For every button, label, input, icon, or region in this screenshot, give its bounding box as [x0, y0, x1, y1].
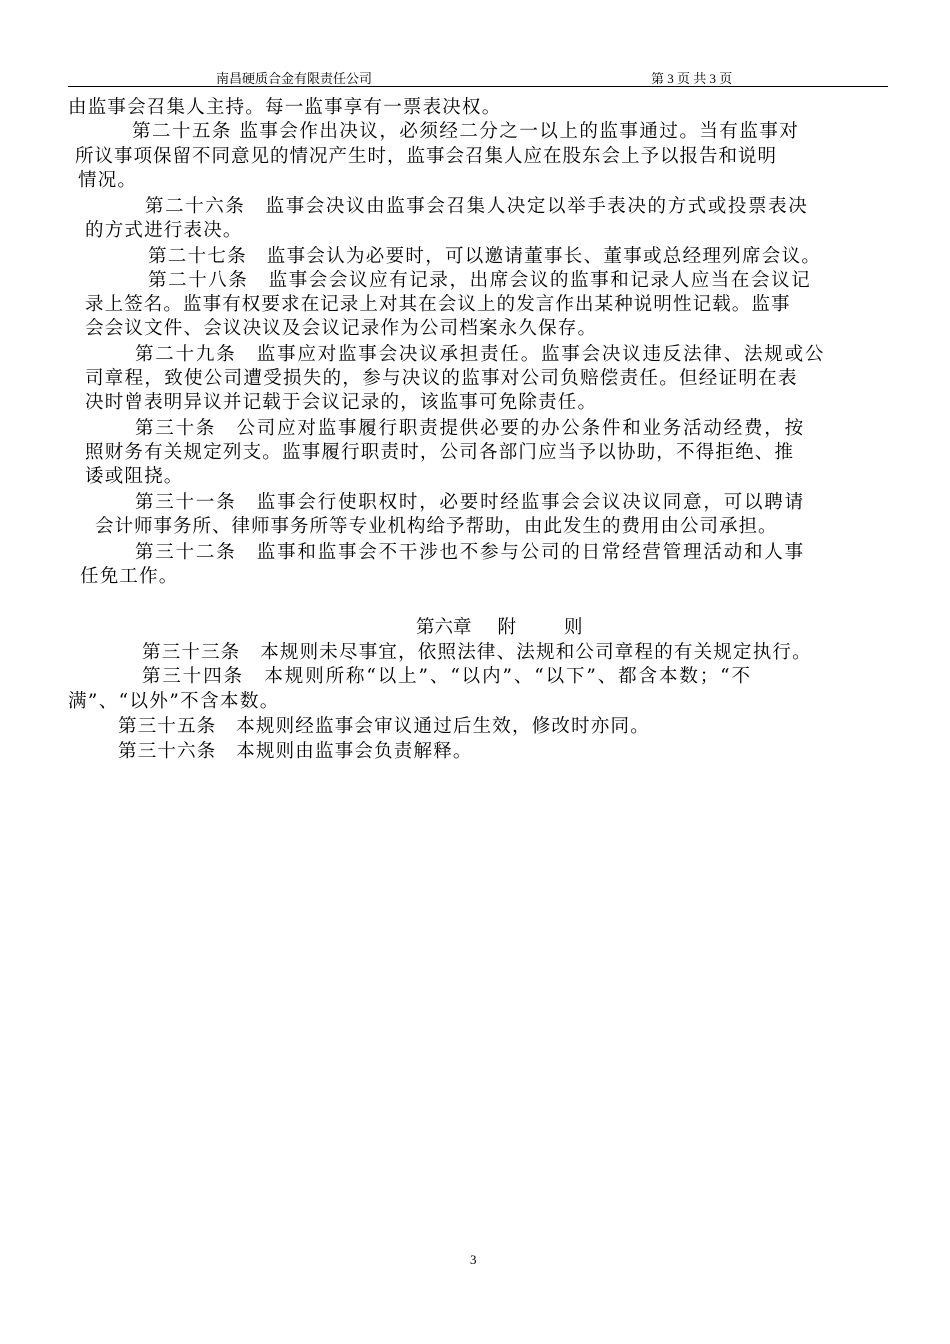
chapter-number: 第六章 [416, 617, 472, 638]
chapter-title-1: 附 [497, 617, 517, 638]
text-line: 情况。 [78, 170, 138, 191]
text-line: 诿或阻挠。 [85, 466, 184, 487]
text-line: 第二十五条 监事会作出决议，必须经二分之一以上的监事通过。当有监事对 [132, 121, 800, 142]
text-line: 第三十三条 本规则未尽事宜，依照法律、法规和公司章程的有关规定执行。 [142, 642, 812, 663]
text-line: 由监事会召集人主持。每一监事享有一票表决权。 [68, 97, 502, 118]
text-line: 会会议文件、会议决议及会议记录作为公司档案永久保存。 [85, 318, 598, 339]
page-number: 3 [470, 1252, 477, 1267]
text-line: 第三十二条 监事和监事会不干涉也不参与公司的日常经营管理活动和人事 [135, 542, 805, 563]
text-line: 司章程，致使公司遭受损失的，参与决议的监事对公司负赔偿责任。但经证明在表 [85, 368, 798, 389]
header-page-info: 第 3 页 共 3 页 [651, 71, 733, 86]
page-header [68, 66, 888, 87]
text-line: 所议事项保留不同意见的情况产生时，监事会召集人应在股东会上予以报告和说明 [75, 146, 778, 167]
text-line: 满”、“以外”不含本数。 [68, 691, 280, 712]
text-line: 第三十四条 本规则所称“以上”、“以内”、“以下”、都含本数；“不 [142, 666, 752, 687]
text-line: 第二十九条 监事应对监事会决议承担责任。监事会决议违反法律、法规或公 [135, 344, 826, 365]
text-line: 第二十八条 监事会会议应有记录，出席会议的监事和记录人应当在会议记 [148, 270, 812, 291]
text-line: 决时曾表明异议并记载于会议记录的，该监事可免除责任。 [85, 392, 598, 413]
chapter-title-2: 则 [564, 617, 583, 638]
text-line: 第三十六条 本规则由监事会负责解释。 [118, 741, 473, 762]
text-line: 的方式进行表决。 [85, 220, 243, 241]
text-line: 任免工作。 [80, 566, 179, 587]
text-line: 会计师事务所、律师事务所等专业机构给予帮助，由此发生的费用由公司承担。 [95, 516, 778, 537]
text-line: 第三十五条 本规则经监事会审议通过后生效，修改时亦同。 [118, 716, 650, 737]
text-line: 第三十条 公司应对监事履行职责提供必要的办公条件和业务活动经费，按 [135, 418, 805, 439]
chapter-heading [416, 616, 583, 640]
text-line: 第二十六条 监事会决议由监事会召集人决定以举手表决的方式或投票表决 [145, 196, 809, 217]
text-line: 第二十七条 监事会认为必要时，可以邀请董事长、董事或总经理列席会议。 [148, 246, 822, 267]
header-company: 南昌硬质合金有限责任公司 [216, 71, 373, 86]
text-line: 录上签名。监事有权要求在记录上对其在会议上的发言作出某种说明性记载。监事 [85, 294, 791, 315]
text-line: 照财务有关规定列支。监事履行职责时，公司各部门应当予以协助，不得拒绝、推 [85, 442, 795, 463]
text-line: 第三十一条 监事会行使职权时，必要时经监事会会议决议同意，可以聘请 [135, 492, 805, 513]
